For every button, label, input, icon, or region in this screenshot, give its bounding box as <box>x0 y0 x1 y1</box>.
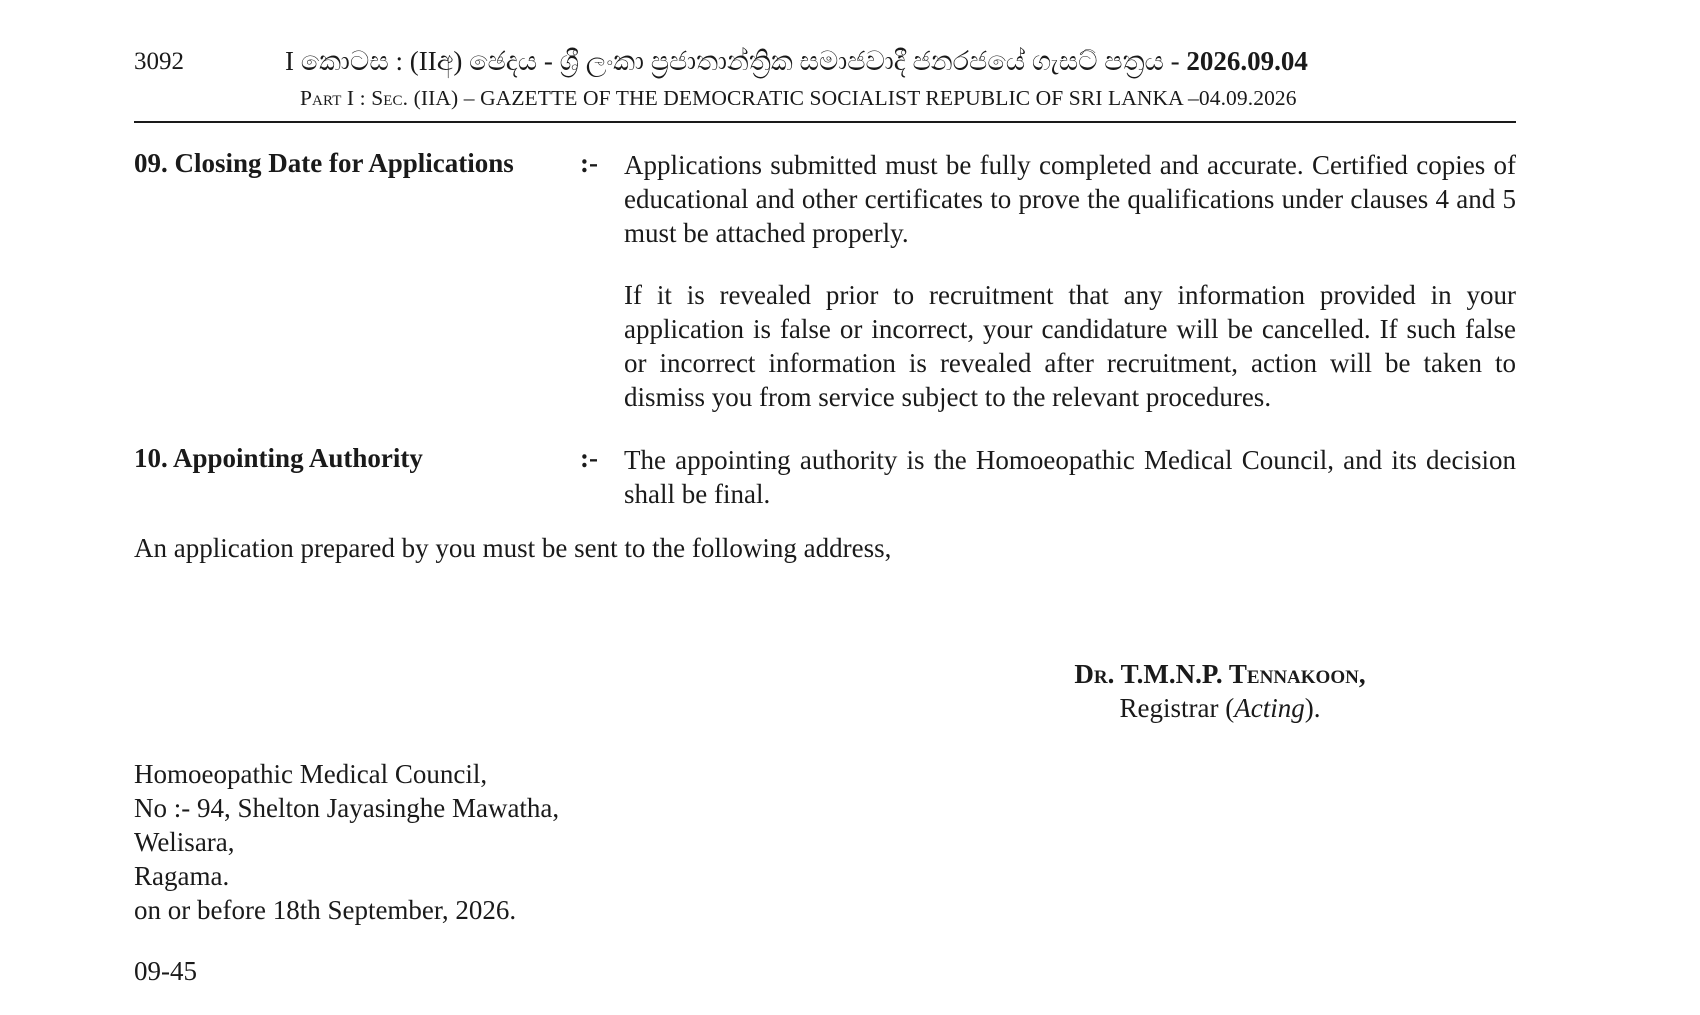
page-number: 3092 <box>134 48 184 75</box>
section-appointing-authority <box>134 443 1516 513</box>
section-closing-date <box>134 148 1516 412</box>
signatory-title-suffix: ). <box>1304 693 1321 723</box>
signatory-title <box>1060 691 1380 725</box>
section-body <box>624 148 1516 414</box>
english-header <box>300 86 1297 111</box>
address-line: No :- 94, Shelton Jayasinghe Mawatha, <box>134 793 560 823</box>
english-header-part: Part I : Sec. <box>300 86 409 110</box>
header-divider <box>134 121 1516 123</box>
address-line: Homoeopathic Medical Council, <box>134 759 488 789</box>
signature-block <box>1060 657 1380 725</box>
sinhala-header <box>285 46 1385 78</box>
send-instruction: An application prepared by you must be sent to the following address, <box>134 533 892 563</box>
section-separator: :- <box>580 443 598 473</box>
section-heading: 09. Closing Date for Applications <box>134 148 514 178</box>
english-header-title: (IIA) – GAZETTE OF THE DEMOCRATIC SOCIALIST REPUBLIC OF SRI LANKA –04.09.2026 <box>408 86 1297 110</box>
signatory-name: Dr. T.M.N.P. Tennakoon, <box>1074 659 1366 689</box>
address-block <box>134 757 559 927</box>
deadline-line: on or before 18th September, 2026. <box>134 895 517 925</box>
section-body <box>624 443 1516 511</box>
section-separator: :- <box>580 148 598 178</box>
reference-code: 09-45 <box>134 956 197 986</box>
signatory-title-acting: Acting <box>1234 693 1305 723</box>
section-heading: 10. Appointing Authority <box>134 443 423 473</box>
sinhala-header-date: 2026.09.04 <box>1186 46 1308 76</box>
address-line: Welisara, <box>134 827 235 857</box>
section-paragraph: Applications submitted must be fully completed and accurate. Certified copies of educational and other certificates to prove the qualifications under clauses 4 and 5 must be attached properly. <box>624 150 1516 248</box>
address-line: Ragama. <box>134 861 230 891</box>
section-paragraph: If it is revealed prior to recruitment that any information provided in your application is false or incorrect, your candidature will be cancelled. If such false or incorrect information is revealed after recruitment, action will be taken to dismiss you from service subject to the relevant procedures. <box>624 280 1516 412</box>
signatory-title-prefix: Registrar ( <box>1119 693 1235 723</box>
sinhala-header-text: I කොටස : (IIඅ) ඡෙදය - ශ්‍රී ලංකා ප්‍රජාතාන්ත්‍රික සමාජවාදී ජනරජයේ ගැසට් පත්‍රය - <box>285 46 1187 76</box>
section-paragraph: The appointing authority is the Homoeopathic Medical Council, and its decision shall be final. <box>624 445 1516 509</box>
